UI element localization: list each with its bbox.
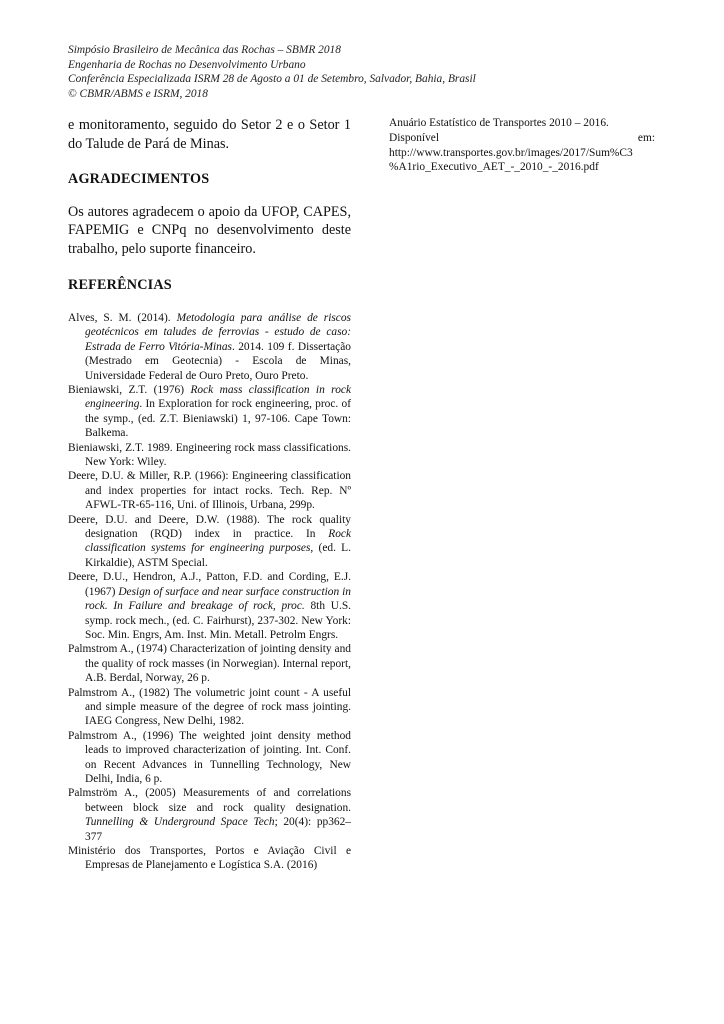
reference-text: Deere, D.U., Hendron, A.J., Patton, F.D. and Cording, E.J. (1967) (68, 571, 351, 598)
reference-title: Tunnelling & Underground Space Tech (85, 816, 275, 829)
reference-text: Palmstrom A., (1996) The weighted joint density method leads to improved characterization of jointing. Int. Conf. on Recent Advances in Tunnelling Technology, New Delhi, India, 6 p. (68, 729, 351, 785)
reference-item (68, 642, 351, 685)
reference-title: Design of surface and near surface construction in rock. In Failure and breakage of rock, proc. (85, 585, 351, 613)
availability-label: Disponível (389, 131, 439, 144)
header-line-conference: Conferência Especializada ISRM 28 de Agosto a 01 de Setembro, Salvador, Bahia, Brasil (68, 73, 476, 85)
reference-url-part-1: http://www.transportes.gov.br/images/2017/Sum%C3 (389, 146, 633, 159)
reference-item (68, 786, 351, 844)
reference-text: Palmstrom A., (1982) The volumetric joint count - A useful and simple measure of the degree of rock mass jointing. IAEG Congress, New Delhi, 1982. (68, 686, 351, 728)
availability-suffix: em: (637, 131, 655, 144)
header-line-copyright: © CBMR/ABMS e ISRM, 2018 (68, 87, 208, 100)
reference-text: Deere, D.U. & Miller, R.P. (1966): Engineering classification and index properties for intact rocks. Tech. Rep. Nº AFWL-TR-65-116, Uni. of Illinois, Urbana, 299p. (68, 470, 351, 512)
reference-title: Rock classification systems for engineering purposes (85, 528, 351, 555)
reference-details: , (ed. L. Kirkaldie), ASTM Special. (85, 542, 351, 569)
reference-details: . In Exploration for rock engineering, proc. of the symp., (ed. Z.T. Bieniawski) 1, 97-106. Cape Town: Balkema. (85, 398, 351, 440)
reference-text: Alves, S. M. (2014). (68, 311, 177, 324)
reference-item (68, 729, 351, 787)
reference-item (68, 441, 351, 470)
reference-item (68, 469, 351, 512)
header-line-symposium: Simpósio Brasileiro de Mecânica das Rochas – SBMR 2018 (68, 44, 341, 56)
reference-item (68, 570, 351, 642)
reference-list (68, 311, 351, 873)
acknowledgements-paragraph: Os autores agradecem o apoio da UFOP, CAPES, FAPEMIG e CNPq no desenvolvimento deste trabalho, pelo suporte financeiro. (68, 203, 351, 258)
right-column (389, 116, 655, 175)
acknowledgements-heading: AGRADECIMENTOS (68, 170, 210, 187)
reference-item (68, 686, 351, 729)
left-column (68, 116, 351, 873)
conference-header (68, 43, 668, 101)
reference-title: Rock mass classification in rock engineering (85, 384, 351, 411)
continuation-paragraph: e monitoramento, seguido do Setor 2 e o Setor 1 do Talude de Pará de Minas. (68, 117, 351, 152)
header-line-theme: Engenharia de Rochas no Desenvolvimento Urbano (68, 58, 306, 71)
reference-details: 8th U.S. symp. rock mech., (ed. C. Fairhurst), 237-302. New York: Soc. Min. Engrs, Am. Inst. Min. Metall. Petrolm Engrs. (85, 600, 352, 641)
reference-item (68, 513, 351, 571)
reference-text: Palmstrom A., (1974) Characterization of jointing density and the quality of rock masses (in Norwegian). Internal report, A.B. Berdal, Norway, 26 p. (68, 643, 351, 685)
reference-details: ; 20(4): pp362–377 (85, 816, 351, 843)
availability-line (389, 131, 655, 146)
reference-text: Bieniawski, Z.T. (1976) (68, 384, 191, 397)
reference-item (68, 383, 351, 441)
reference-text: Deere, D.U. and Deere, D.W. (1988). The rock quality designation (RQD) index in practice. In (68, 513, 351, 541)
references-heading: REFERÊNCIAS (68, 276, 172, 293)
reference-text: Palmström A., (2005) Measurements of and correlations between block size and rock quality designation. (68, 787, 351, 814)
reference-item (68, 844, 351, 873)
reference-text: Bieniawski, Z.T. 1989. Engineering rock mass classifications. New York: Wiley. (68, 441, 351, 469)
reference-continuation-title: Anuário Estatístico de Transportes 2010 – 2016. (389, 117, 609, 129)
reference-details: . 2014. 109 f. Dissertação (Mestrado em Geotecnia) - Escola de Minas, Universidade Federal de Ouro Preto, Ouro Preto. (85, 340, 351, 382)
reference-text: Ministério dos Transportes, Portos e Aviação Civil e Empresas de Planejamento e Logística S.A. (2016) (68, 845, 351, 872)
reference-item (68, 311, 351, 383)
reference-url-part-2: %A1rio_Executivo_AET_-_2010_-_2016.pdf (389, 161, 599, 174)
reference-title: Metodologia para análise de riscos geotécnicos em taludes de ferrovias - estudo de caso: Estrada de Ferro Vitória-Minas (85, 311, 351, 353)
